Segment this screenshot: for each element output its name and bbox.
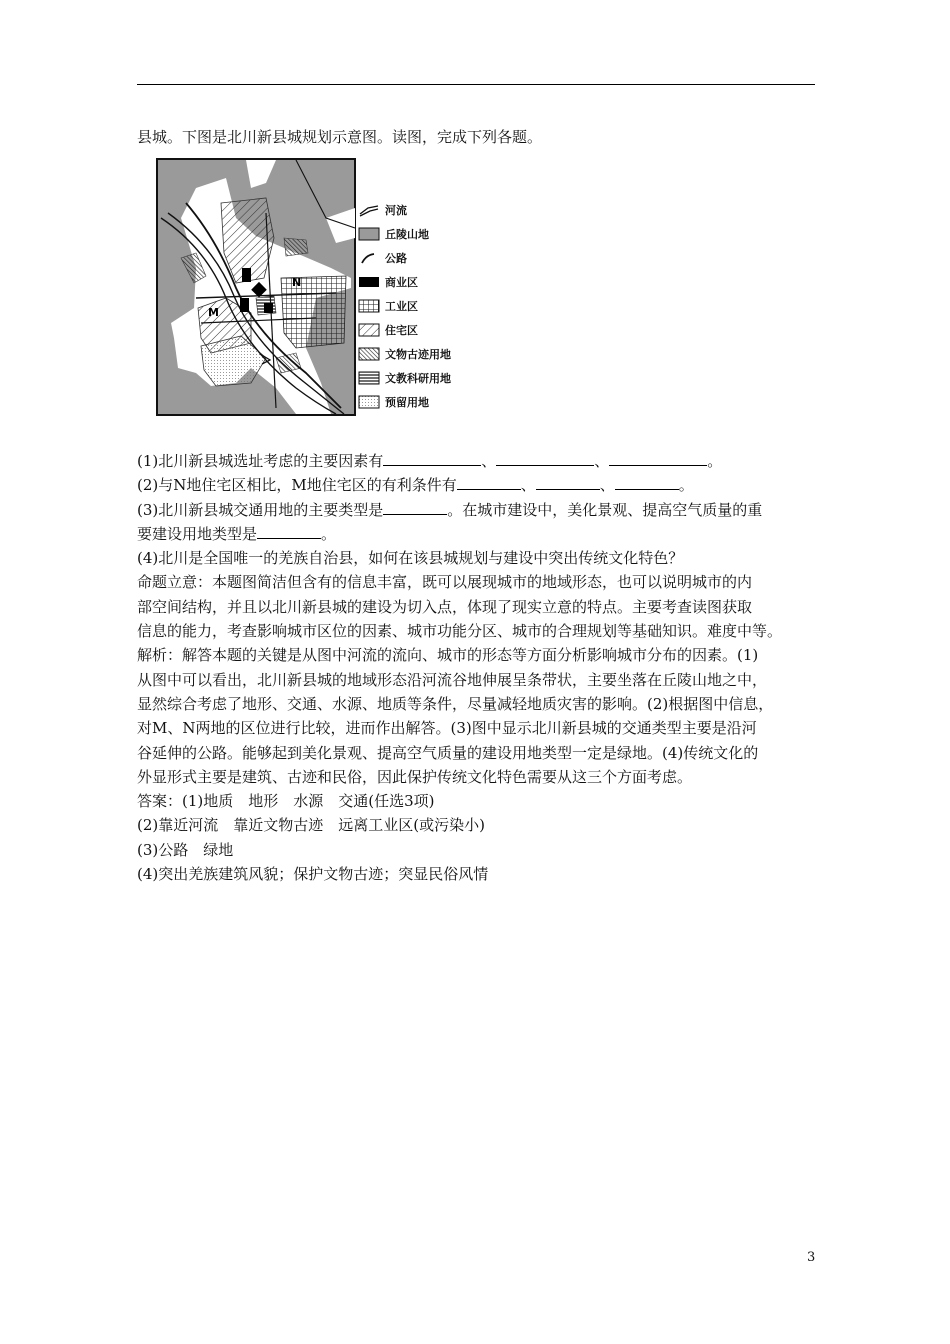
- education-icon: [358, 371, 380, 385]
- legend-item-industrial: [358, 294, 451, 318]
- answer-blank[interactable]: [536, 475, 600, 490]
- legend-label-residential: 住宅区: [385, 324, 418, 337]
- legend-label-hills: 丘陵山地: [385, 228, 429, 241]
- road-icon: [358, 251, 380, 265]
- analysis-line: 外显形式主要是建筑、古迹和民俗，因此保护传统文化特色需要从这三个方面考虑。: [137, 767, 693, 786]
- analysis-line: 解析：解答本题的关键是从图中河流的流向、城市的形态等方面分析影响城市分布的因素。(1): [137, 646, 759, 665]
- answer-blank[interactable]: [496, 451, 594, 466]
- heritage-icon: [358, 347, 380, 361]
- legend-label-reserved: 预留用地: [385, 396, 429, 409]
- answer-blank[interactable]: [383, 451, 481, 466]
- map-label-m: M: [208, 306, 219, 319]
- legend-label-commercial: 商业区: [385, 276, 418, 289]
- question-4: (4)北川是全国唯一的羌族自治县，如何在该县城规划与建设中突出传统文化特色？: [137, 549, 684, 568]
- answer-blank[interactable]: [383, 500, 447, 515]
- analysis-line: 从图中可以看出，北川新县城的地域形态沿河流谷地伸展呈条带状，主要坐落在丘陵山地之中，: [137, 670, 768, 689]
- industrial-icon: [358, 299, 380, 313]
- legend-label-heritage: 文物古迹用地: [385, 348, 451, 361]
- map-legend: [358, 198, 451, 414]
- question-2: (2)与N地住宅区相比，M地住宅区的有利条件有 、 、 。: [137, 476, 694, 495]
- intro-text: 县城。下图是北川新县城规划示意图。读图，完成下列各题。: [137, 128, 543, 146]
- analysis-line: 谷延伸的公路。能够起到美化景观、提高空气质量的建设用地类型一定是绿地。(4)传统文化的: [137, 743, 759, 762]
- analysis-line: 对M、N两地的区位进行比较，进而作出解答。(3)图中显示北川新县城的交通类型主要是沿河: [137, 719, 757, 738]
- legend-item-reserved: [358, 390, 451, 414]
- legend-item-education: [358, 366, 451, 390]
- question-1: (1)北川新县城选址考虑的主要因素有 、 、 。: [137, 452, 723, 470]
- commercial-icon: [358, 275, 380, 289]
- analysis-line: 信息的能力，考查影响城市区位的因素、城市功能分区、城市的合理规划等基础知识。难度中等。: [137, 622, 783, 641]
- legend-label-education: 文教科研用地: [385, 372, 451, 385]
- hills-icon: [358, 227, 380, 241]
- question-3: (3)北川新县城交通用地的主要类型是 。在城市建设中，美化景观、提高空气质量的重: [137, 500, 763, 519]
- answer-blank[interactable]: [457, 475, 521, 490]
- legend-label-industrial: 工业区: [385, 300, 418, 313]
- county-planning-map: [156, 158, 356, 416]
- legend-item-river: [358, 198, 451, 222]
- analysis-line: 部空间结构，并且以北川新县城的建设为切入点，体现了现实立意的特点。主要考查读图获取: [137, 597, 753, 616]
- river-icon: [358, 203, 380, 217]
- answer-line: (4)突出羌族建筑风貌；保护文物古迹；突显民俗风情: [137, 865, 489, 884]
- legend-item-road: [358, 246, 451, 270]
- question-body: [137, 449, 817, 886]
- legend-item-commercial: [358, 270, 451, 294]
- analysis-line: 命题立意：本题图简洁但含有的信息丰富，既可以展现城市的地域形态，也可以说明城市的内: [137, 573, 753, 592]
- answer-line: 答案：(1)地质 地形 水源 交通(任选3项): [137, 792, 435, 811]
- page-number: 3: [807, 1250, 816, 1265]
- answer-line: (2)靠近河流 靠近文物古迹 远离工业区(或污染小): [137, 816, 485, 835]
- answer-line: (3)公路 绿地: [137, 840, 234, 859]
- answer-blank[interactable]: [609, 451, 707, 466]
- residential-icon: [358, 323, 380, 337]
- map-label-n: N: [292, 276, 302, 289]
- question-3-cont: 要建设用地类型是 。: [137, 524, 337, 543]
- legend-item-hills: [358, 222, 451, 246]
- analysis-line: 显然综合考虑了地形、交通、水源、地质等条件，尽量减轻地质灾害的影响。(2)根据图中信息，: [137, 694, 774, 713]
- answer-blank[interactable]: [615, 475, 679, 490]
- legend-item-heritage: [358, 342, 451, 366]
- legend-label-road: 公路: [385, 252, 407, 265]
- answer-blank[interactable]: [257, 524, 321, 539]
- legend-item-residential: [358, 318, 451, 342]
- legend-label-river: 河流: [385, 204, 407, 217]
- reserved-icon: [358, 395, 380, 409]
- header-rule: [137, 84, 815, 85]
